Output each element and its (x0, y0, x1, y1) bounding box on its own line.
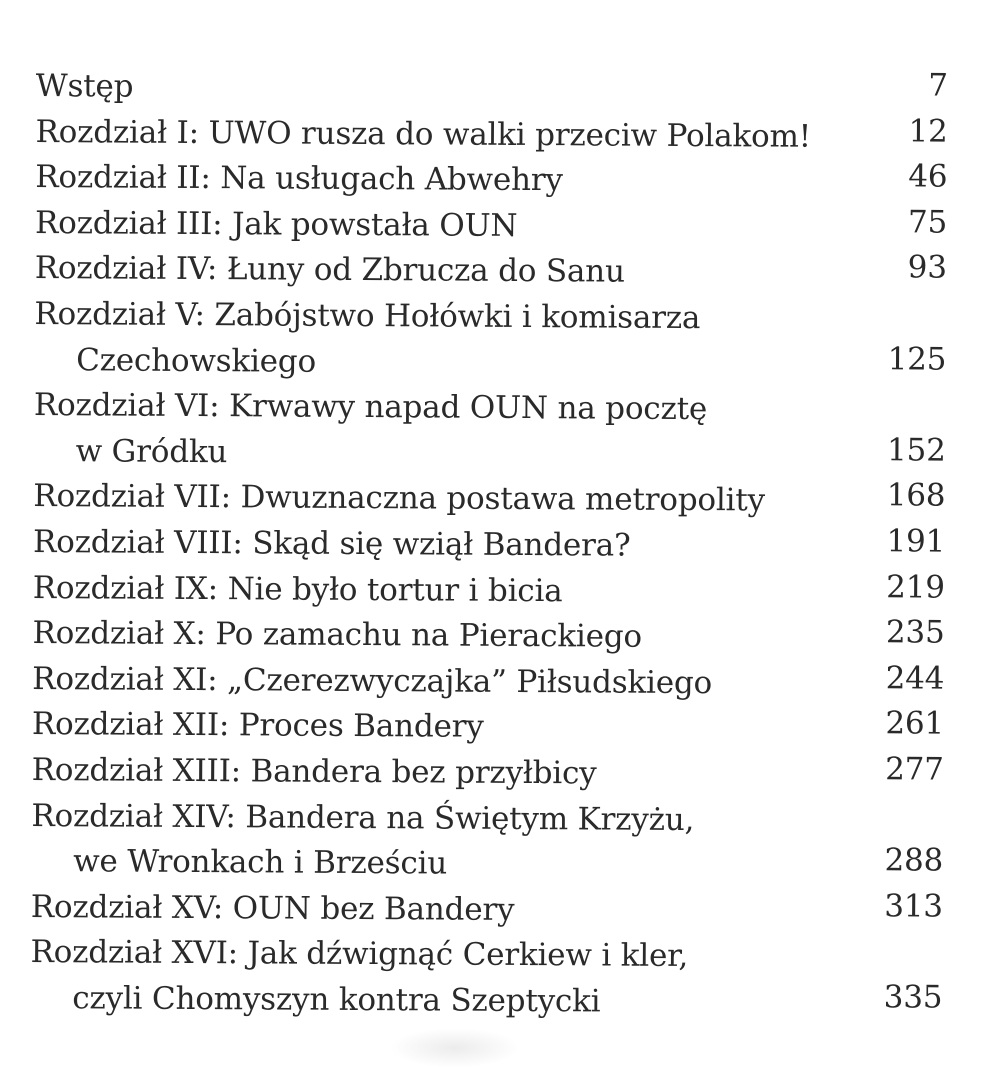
toc-entry-title: Rozdział II: Na usługach Abwehry (35, 159, 563, 199)
toc-entry-page-number: 125 (887, 340, 947, 378)
toc-entry-chapter-3 (35, 201, 947, 252)
toc-entry-title: Rozdział XIV: Bandera na Świętym Krzyżu, (31, 797, 695, 838)
toc-entry-chapter-14 (31, 793, 943, 844)
toc-entry-chapter-2 (35, 155, 947, 206)
toc-entry-chapter-7 (33, 474, 945, 525)
toc-entry-title: Rozdział III: Jak powstała OUN (34, 204, 518, 244)
toc-entry-chapter-1 (35, 110, 947, 161)
toc-entry-title: Rozdział XIII: Bandera bez przyłbicy (31, 751, 597, 792)
toc-entry-page-number: 335 (883, 979, 943, 1016)
toc-entry-title: Wstęp (35, 67, 134, 105)
toc-entry-page-number: 12 (908, 112, 948, 150)
toc-entry-title: Rozdział I: UWO rusza do walki przeciw Polakom! (35, 113, 812, 155)
toc-entry-page-number: 46 (908, 158, 948, 195)
toc-entry-chapter-8 (33, 520, 945, 571)
toc-entry-page-number: 93 (907, 249, 947, 286)
toc-entry-title-continuation: w Gródku (75, 432, 228, 470)
toc-entry-page-number: 219 (886, 568, 945, 606)
toc-entry-chapter-15 (31, 885, 943, 936)
toc-entry-chapter-16-continuation (30, 976, 942, 1027)
toc-entry-chapter-16 (30, 930, 942, 981)
toc-entry-title: Rozdział V: Zabójstwo Hołówki i komisarza (34, 295, 701, 337)
toc-entry-title: Rozdział VIII: Skąd się wziął Bandera? (32, 523, 631, 564)
toc-entry-chapter-10 (32, 611, 944, 662)
toc-entry-page-number: 191 (886, 523, 946, 560)
toc-entry-chapter-9 (33, 566, 945, 617)
toc-entry-title: Rozdział IV: Łuny od Zbrucza do Sanu (34, 250, 625, 290)
toc-entry-chapter-6 (34, 383, 946, 434)
toc-entry-page-number: 244 (885, 659, 945, 697)
toc-entry-chapter-5 (34, 292, 946, 343)
toc-entry-title: Rozdział XVI: Jak dźwignąć Cerkiew i kler, (30, 934, 689, 975)
toc-entry-page-number: 277 (885, 751, 944, 788)
table-of-contents (30, 64, 948, 1027)
toc-entry-chapter-5-continuation (34, 338, 946, 389)
toc-entry-title: Rozdział XII: Proces Bandery (31, 706, 484, 746)
toc-entry-title-continuation: czyli Chomyszyn kontra Szeptycki (72, 980, 601, 1020)
toc-entry-title: Rozdział XI: „Czerezwyczajka” Piłsudskiego (32, 660, 713, 701)
toc-entry-page-number: 261 (885, 705, 945, 742)
toc-entry-title: Rozdział XV: OUN bez Bandery (30, 888, 515, 928)
toc-entry-chapter-6-continuation (33, 429, 945, 480)
toc-entry-page-number: 288 (884, 842, 944, 879)
toc-entry-page-number: 235 (885, 614, 945, 651)
toc-entry-title: Rozdział IX: Nie było tortur i bicia (32, 569, 563, 609)
toc-entry-page-number: 152 (886, 431, 946, 469)
toc-entry-page-number: 168 (886, 477, 946, 514)
toc-entry-chapter-13 (32, 748, 944, 799)
toc-entry-chapter-12 (32, 702, 944, 753)
toc-entry-title: Rozdział VI: Krwawy napad OUN na pocztę (33, 387, 708, 428)
toc-entry-title-continuation: Czechowskiego (76, 341, 317, 380)
toc-entry-title-continuation: we Wronkach i Brześciu (73, 843, 448, 882)
toc-entry-title: Rozdział X: Po zamachu na Pierackiego (32, 615, 643, 655)
toc-entry-chapter-14-continuation (31, 839, 943, 890)
toc-entry-chapter-4 (35, 246, 947, 297)
toc-entry-wstep (36, 64, 948, 115)
toc-entry-page-number: 7 (928, 67, 948, 104)
toc-entry-page-number: 313 (884, 887, 943, 925)
scan-smudge (390, 1028, 520, 1068)
toc-entry-page-number: 75 (907, 204, 948, 241)
toc-entry-title: Rozdział VII: Dwuznaczna postawa metropolity (33, 478, 766, 519)
toc-entry-chapter-11 (32, 657, 944, 708)
